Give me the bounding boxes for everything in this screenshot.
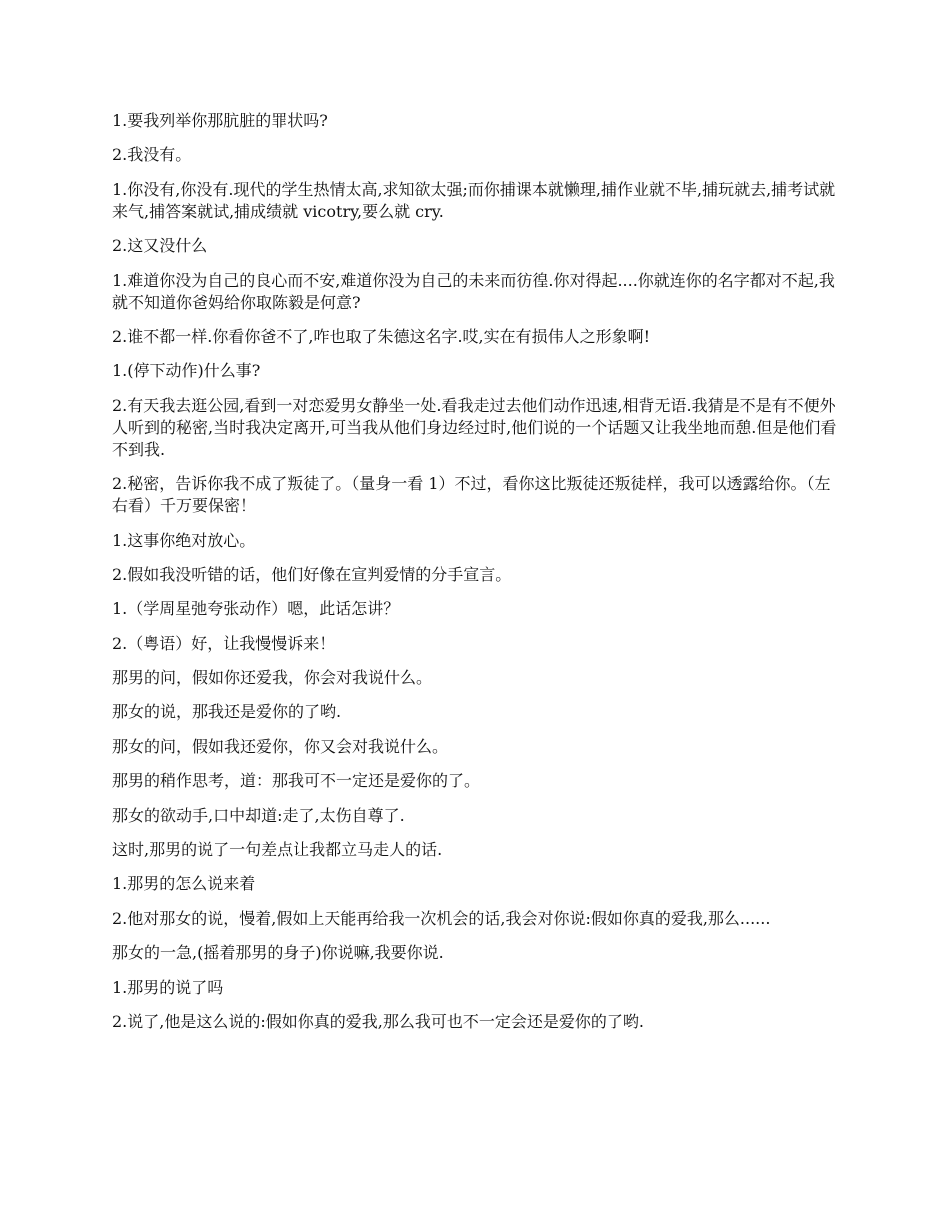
paragraph: 那女的说，那我还是爱你的了哟. — [112, 702, 342, 722]
paragraph: 1.（学周星弛夸张动作）嗯，此话怎讲？ — [112, 599, 400, 619]
paragraph: 1.难道你没为自己的良心而不安,难道你没为自己的未来而彷徨.你对得起....你就连你的名字都对不起,我就不知道你爸妈给你取陈毅是何意? — [112, 270, 835, 312]
paragraph: 2.他对那女的说，慢着,假如上天能再给我一次机会的话,我会对你说:假如你真的爱我,那么...... — [112, 908, 771, 928]
paragraph: 那女的欲动手,口中却道:走了,太伤自尊了. — [112, 805, 405, 825]
paragraph: 2.假如我没听错的话，他们好像在宣判爱情的分手宣言。 — [112, 564, 512, 584]
paragraph: 那男的问，假如你还爱我，你会对我说什么。 — [112, 668, 433, 688]
paragraph: 那男的稍作思考，道：那我可不一定还是爱你的了。 — [112, 771, 481, 791]
document-page — [112, 110, 840, 1045]
paragraph: 1.(停下动作)什么事? — [112, 361, 261, 381]
paragraph: 2.有天我去逛公园,看到一对恋爱男女静坐一处.看我走过去他们动作迅速,相背无语.我猜是不是有不便外人听到的秘密,当时我决定离开,可当我从他们身边经过时,他们说的一个话题又让我坐地而憩.但是他们看不到我. — [112, 395, 837, 459]
paragraph: 2.说了,他是这么说的:假如你真的爱我,那么我可也不一定会还是爱你的了哟. — [112, 1011, 644, 1031]
paragraph: 1.你没有,你没有.现代的学生热情太高,求知欲太强;而你捕课本就懒理,捕作业就不毕,捕玩就去,捕考试就来气,捕答案就试,捕成绩就 vicotry,要么就 cry. — [112, 179, 836, 221]
paragraph: 2.这又没什么 — [112, 236, 208, 256]
paragraph: 1.这事你绝对放心。 — [112, 530, 256, 550]
paragraph: 1.那男的怎么说来着 — [112, 874, 256, 894]
paragraph: 那女的一急,(摇着那男的身子)你说嘛,我要你说. — [112, 943, 444, 963]
paragraph: 这时,那男的说了一句差点让我都立马走人的话. — [112, 840, 443, 860]
paragraph: 那女的问，假如我还爱你，你又会对我说什么。 — [112, 736, 449, 756]
paragraph: 2.我没有。 — [112, 145, 192, 165]
paragraph: 2.谁不都一样.你看你爸不了,咋也取了朱德这名字.哎,实在有损伟人之形象啊! — [112, 326, 651, 346]
paragraph: 2.秘密，告诉你我不成了叛徒了。（量身一看 1）不过，看你这比叛徒还叛徒样，我可以透露给你。（左右看）千万要保密！ — [112, 474, 831, 516]
paragraph: 1.那男的说了吗 — [112, 977, 224, 997]
paragraph: 2.（粤语）好，让我慢慢诉来！ — [112, 633, 336, 653]
paragraph: 1.要我列举你那肮脏的罪状吗? — [112, 111, 328, 130]
